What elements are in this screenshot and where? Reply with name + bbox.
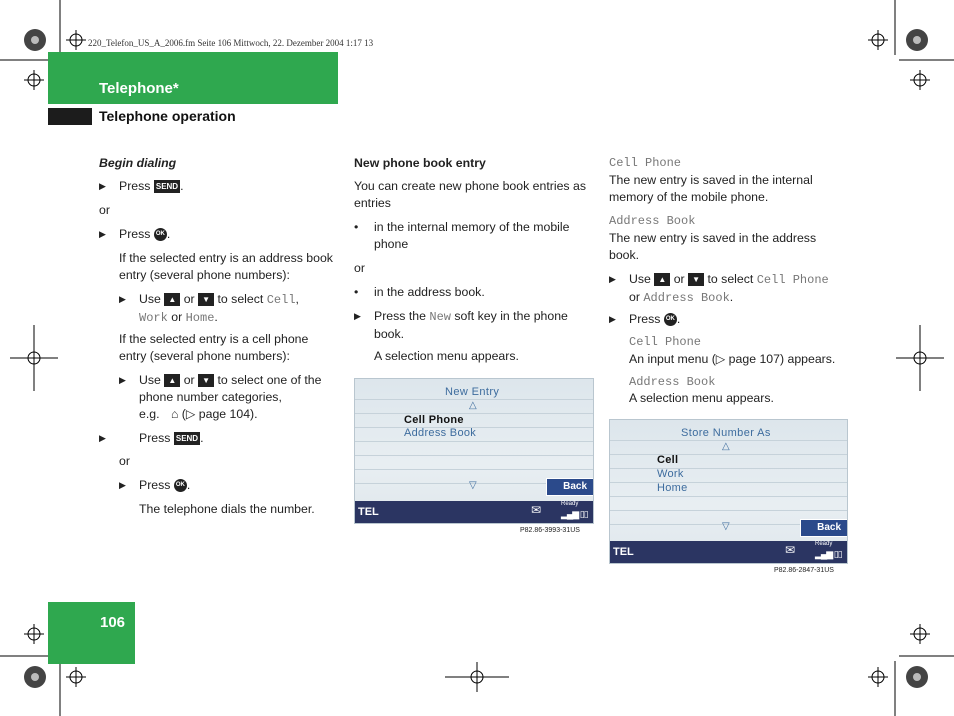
text-cell-phone: The new entry is saved in the internal memory of the mobile phone. xyxy=(609,173,813,204)
or-text: or xyxy=(354,261,365,275)
registration-mark-icon xyxy=(66,30,86,50)
cell-phone-note: If the selected entry is a cell phone entry (several phone numbers): xyxy=(119,332,309,363)
scroll-down-icon: ▽ xyxy=(722,521,730,532)
page-number: 106 xyxy=(100,614,126,631)
section-marker xyxy=(48,108,92,125)
back-button[interactable]: Back xyxy=(800,519,848,537)
figure-code: P82.86-2847-31US xyxy=(774,567,834,574)
ok-key-icon: OK xyxy=(154,228,167,241)
step-press-send: ▶ Press SEND . xyxy=(99,179,184,193)
scroll-up-icon: △ xyxy=(469,400,477,411)
figure-code: P82.86-3993-31US xyxy=(520,527,580,534)
intro-text: You can create new phone book entries as entries xyxy=(354,179,586,210)
page-number-box xyxy=(48,602,135,664)
scroll-up-icon: △ xyxy=(722,441,730,452)
ok-key-icon: OK xyxy=(174,479,187,492)
bullet-internal-memory: • in the internal memory of the mobile phone xyxy=(354,220,570,251)
step-use-arrows-category: ▶ Use ▲ or ▼ to select one of the phone number categories, e.g. ⌂ (▷ page 104). xyxy=(119,373,322,421)
down-arrow-key-icon: ▼ xyxy=(198,374,214,387)
send-key-icon: SEND xyxy=(175,434,199,444)
label-cell-phone-2: Cell Phone xyxy=(629,335,702,349)
signal-icon: ▂▄▆ ▯▯ xyxy=(815,549,842,559)
bullet-address-book: • in the address book. xyxy=(354,285,485,299)
ready-label: Ready xyxy=(815,541,833,547)
menu-appears: A selection menu appears. xyxy=(374,349,519,363)
menu-item-cell[interactable]: Cell xyxy=(657,454,679,466)
label-address-book-2: Address Book xyxy=(629,375,716,389)
or-text-2: or xyxy=(119,454,130,468)
label-address-book: Address Book xyxy=(609,214,696,228)
file-slug: 220_Telefon_US_A_2006.fm Seite 106 Mittwoch, 22. Dezember 2004 1:17 13 xyxy=(88,38,374,48)
scroll-down-icon: ▽ xyxy=(469,480,477,491)
home-icon: ⌂ xyxy=(170,407,179,421)
section-title: Telephone operation xyxy=(99,108,236,124)
step-use-arrows-select: ▶ Use ▲ or ▼ to select Cell, Work or Home. xyxy=(119,292,299,325)
menu-item-work[interactable]: Work xyxy=(657,468,684,480)
status-bar xyxy=(610,541,847,563)
step-use-arrows: ▶ Use ▲ or ▼ to select Cell Phone or Address Book. xyxy=(609,272,829,305)
ready-label: Ready xyxy=(561,501,579,507)
tel-label: TEL xyxy=(613,546,634,558)
down-arrow-key-icon: ▼ xyxy=(688,273,704,286)
step-press-ok: ▶ Press OK . xyxy=(609,312,681,326)
ok-key-icon: OK xyxy=(664,313,677,326)
label-cell-phone: Cell Phone xyxy=(609,156,682,170)
up-arrow-key-icon: ▲ xyxy=(164,374,180,387)
display-new-entry xyxy=(354,378,594,524)
text-address-book: The new entry is saved in the address book. xyxy=(609,231,817,262)
header-band xyxy=(48,52,338,104)
send-key-icon: SEND xyxy=(155,182,179,192)
selection-menu-note: A selection menu appears. xyxy=(629,391,774,405)
step-arrow-icon: ▶ xyxy=(99,181,106,191)
menu-item-address-book[interactable]: Address Book xyxy=(404,427,477,439)
screen-title: Store Number As xyxy=(681,427,771,439)
status-bar xyxy=(355,501,593,523)
input-menu-note: An input menu (▷ page 107) appears. xyxy=(629,352,836,366)
envelope-icon: ✉ xyxy=(785,543,796,557)
chapter-title: Telephone* xyxy=(99,80,179,97)
address-book-note: If the selected entry is an address book entry (several phone numbers): xyxy=(119,251,333,282)
heading-new-entry: New phone book entry xyxy=(354,156,486,170)
up-arrow-key-icon: ▲ xyxy=(164,293,180,306)
envelope-icon: ✉ xyxy=(531,503,542,517)
final-note: The telephone dials the number. xyxy=(139,502,315,516)
step-press-send-2: ▶ Press SEND . xyxy=(99,431,204,445)
signal-icon: ▂▄▆ ▯▯ xyxy=(561,509,588,519)
up-arrow-key-icon: ▲ xyxy=(654,273,670,286)
tel-label: TEL xyxy=(358,506,379,518)
menu-item-cell-phone[interactable]: Cell Phone xyxy=(404,414,464,426)
display-store-number-as xyxy=(609,419,848,564)
step-press-ok-2: ▶ Press OK . xyxy=(119,478,191,492)
menu-item-home[interactable]: Home xyxy=(657,482,688,494)
down-arrow-key-icon: ▼ xyxy=(198,293,214,306)
or-text: or xyxy=(99,203,110,217)
heading-begin-dialing: Begin dialing xyxy=(99,156,177,170)
step-press-ok: ▶ Press OK . xyxy=(99,227,171,241)
screen-title: New Entry xyxy=(445,386,500,398)
step-press-new: ▶ Press the New soft key in the phone book. xyxy=(354,309,568,341)
back-button[interactable]: Back xyxy=(546,478,594,496)
